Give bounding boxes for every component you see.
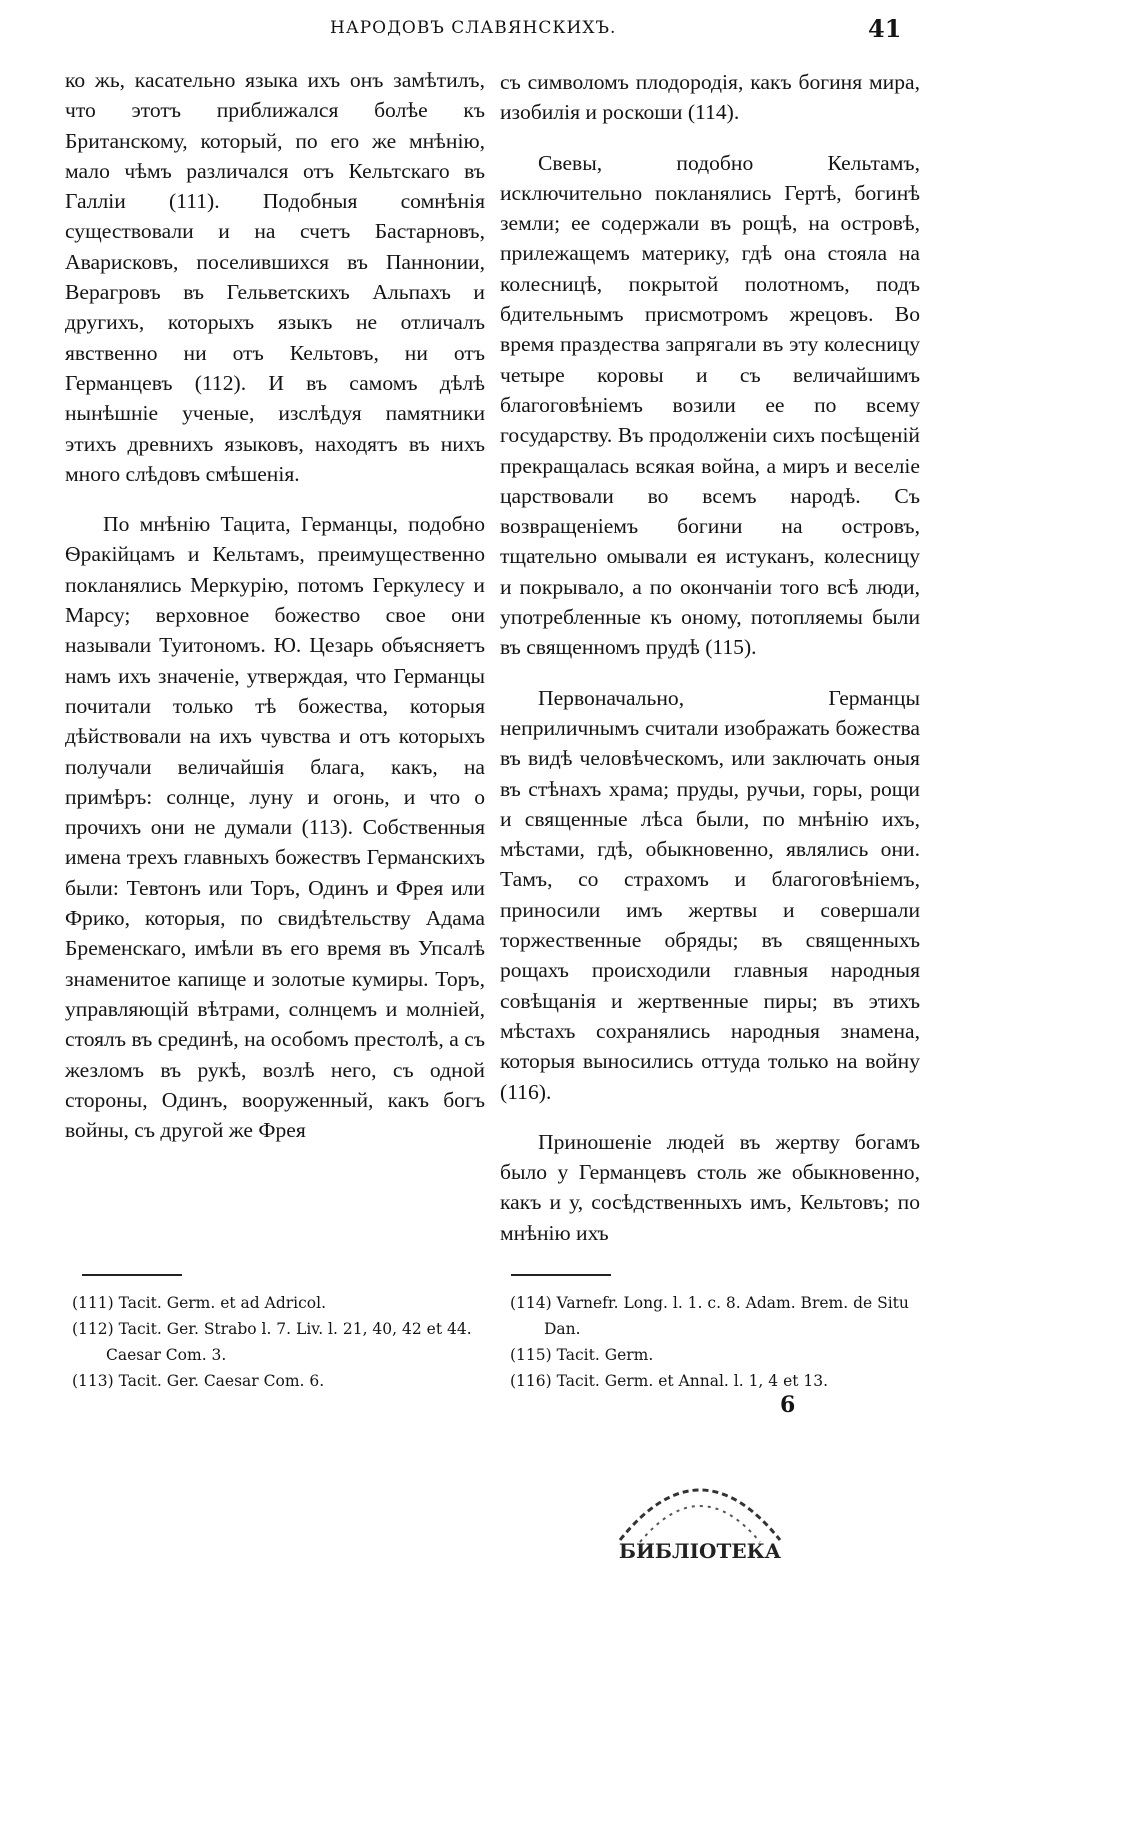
paragraph: Приношеніе людей въ жертву богамъ было у Германцевъ столь же обыкновенно, какъ и у, сосѣдственныхъ имъ, Кельтовъ; по мнѣнію ихъ bbox=[500, 1129, 920, 1245]
stamp-label: БИБЛІОТЕКА bbox=[618, 1539, 782, 1563]
footnote: (111) Tacit. Germ. et ad Adricol. bbox=[72, 1294, 327, 1312]
footnote: (113) Tacit. Ger. Caesar Com. 6. bbox=[72, 1372, 325, 1390]
footnotes-right bbox=[510, 1290, 930, 1394]
library-stamp-icon bbox=[600, 1430, 800, 1570]
footnote: (112) Tacit. Ger. Strabo l. 7. Liv. l. 21, 40, 42 et 44. Caesar Com. 3. bbox=[72, 1320, 472, 1364]
footnote: (115) Tacit. Germ. bbox=[510, 1346, 654, 1364]
paragraph: Первоначально, Германцы неприличнымъ считали изображать божества въ видѣ человѣческомъ, или заключать оныя въ стѣнахъ храма; пруды, ручьи, горы, рощи и священные лѣса были, по мнѣнію ихъ, мѣстами, гдѣ, обыкновенно, являлись они. Тамъ, со страхомъ и благоговѣніемъ, приносили имъ жертвы и совершали торжественные обряды; въ священныхъ рощахъ происходили главныя народныя совѣщанія и жертвенные пиры; въ этихъ мѣстахъ сохранялись народныя знамена, которыя выносились оттуда только на войну (116). bbox=[500, 685, 920, 1104]
paragraph: По мнѣнію Тацита, Германцы, подобно Ѳракійцамъ и Кельтамъ, преимущественно покланялись Меркурію, потомъ Геркулесу и Марсу; верховное божество свое они называли Туитономъ. Ю. Цезарь объясняетъ намъ ихъ значеніе, утверждая, что Германцы почитали только тѣ божества, которыя дѣйствовали на ихъ чувства и отъ которыхъ получали величайшія блага, какъ, на примѣръ: солнце, луну и огонь, и что о прочихъ они не думали (113). Собственныя имена трехъ главныхъ божествъ Германскихъ были: Тевтонъ или Торъ, Одинъ и Фрея или Фрико, которыя, по свидѣтельству Адама Бременскаго, имѣли въ его время въ Упсалѣ знаменитое капище и золотые кумиры. Торъ, управляющій вѣтрами, солнцемъ и молніей, стоялъ въ срединѣ, на особомъ престолѣ, а съ жезломъ въ рукѣ, возлѣ него, съ одной стороны, Одинъ, вооруженный, какъ богъ войны, съ другой же Фрея bbox=[65, 512, 485, 1143]
paragraph: ко жь, касательно языка ихъ онъ замѣтилъ, что этотъ приближался болѣе къ Британскому, который, по его же мнѣнію, мало чѣмъ различался отъ Кельтскаго въ Галліи (111). Подобныя сомнѣнія существовали и на счетъ Бастарновъ, Аварисковъ, поселившихся въ Паннонии, Верагровъ въ Гельветскихъ Альпахъ и другихъ, которыхъ языкъ не отличалъ явственно ни отъ Кельтовъ, ни отъ Германцевъ (112). И въ самомъ дѣлѣ нынѣшніе ученые, изслѣдуя памятники этихъ древнихъ языковъ, находятъ въ нихъ много слѣдовъ смѣшенія. bbox=[65, 68, 485, 486]
running-header bbox=[0, 12, 976, 48]
footnote-divider bbox=[82, 1274, 182, 1276]
library-stamp bbox=[600, 1430, 800, 1570]
left-column bbox=[65, 65, 485, 1145]
right-column bbox=[500, 67, 920, 1248]
footnote-divider bbox=[511, 1274, 611, 1276]
page-number: 41 bbox=[868, 14, 902, 43]
signature-mark: 6 bbox=[780, 1392, 796, 1418]
footnotes-left bbox=[72, 1290, 492, 1394]
footnote: (114) Varnefr. Long. l. 1. c. 8. Adam. Brem. de Situ Dan. bbox=[510, 1294, 909, 1338]
paragraph: Свевы, подобно Кельтамъ, исключительно покланялись Гертѣ, богинѣ земли; ее содержали въ рощѣ, на островѣ, прилежащемъ материку, гдѣ она стояла на колесницѣ, покрытой полотномъ, подъ бдительнымъ присмотромъ жрецовъ. Во время праздества запрягали въ эту колесницу четыре коровы и съ величайшимъ благоговѣніемъ возили ее по всему государству. Въ продолженіи сихъ посѣщеній прекращалась всякая война, а миръ и веселіе царствовали во всемъ народѣ. Съ возвращеніемъ богини на островъ, тщательно омывали ея истуканъ, колесницу и покрывало, а по окончаніи того всѣ люди, употребленные къ оному, потопляемы были въ священномъ прудѣ (115). bbox=[500, 150, 920, 660]
footnote: (116) Tacit. Germ. et Annal. l. 1, 4 et 13. bbox=[510, 1372, 829, 1390]
running-title: НАРОДОВЪ СЛАВЯНСКИХЪ. bbox=[330, 18, 617, 38]
paragraph: съ символомъ плодородія, какъ богиня мира, изобилія и роскоши (114). bbox=[500, 70, 920, 125]
